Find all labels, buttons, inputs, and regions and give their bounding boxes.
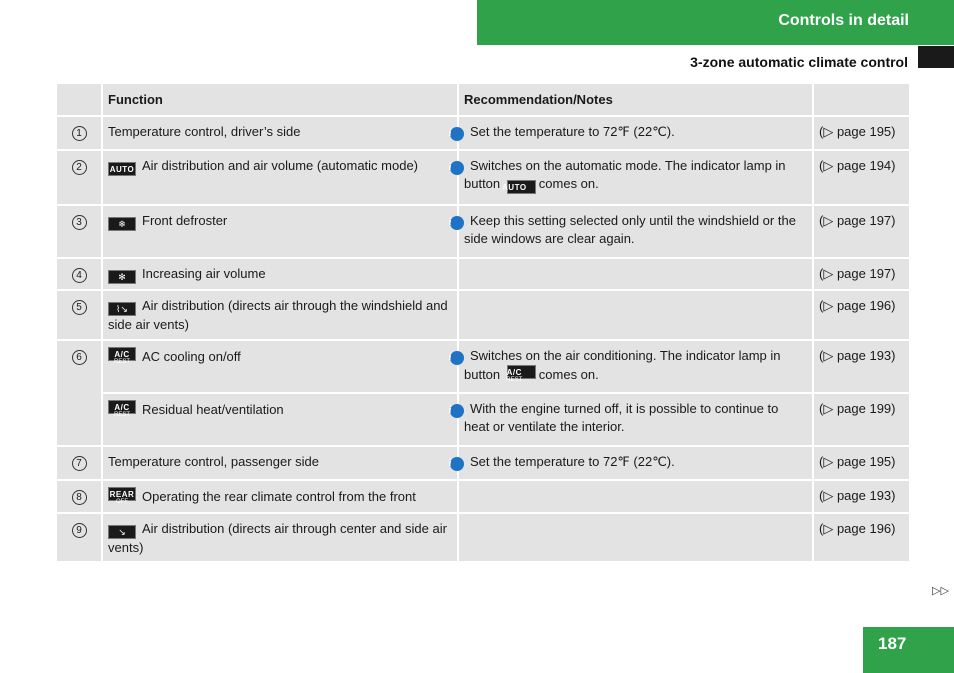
- page-reference[interactable]: (▷ page 197): [819, 213, 896, 228]
- empty-note-cell: [458, 480, 813, 513]
- note-text: Set the temperature to 72℉ (22℃).: [470, 124, 675, 139]
- note-text: Set the temperature to 72℉ (22℃).: [470, 454, 675, 469]
- table-row: [56, 205, 910, 258]
- page-reference[interactable]: (▷ page 193): [819, 488, 896, 503]
- page-reference[interactable]: (▷ page 197): [819, 266, 896, 281]
- table-row: [56, 513, 910, 562]
- function-text: Temperature control, passenger side: [108, 454, 320, 469]
- page-reference[interactable]: (▷ page 195): [819, 454, 896, 469]
- page-reference[interactable]: (▷ page 193): [819, 348, 896, 363]
- note-text-end: comes on.: [538, 176, 599, 191]
- continued-arrow-icon: ▷▷: [932, 585, 949, 597]
- section-title: Controls in detail: [778, 12, 909, 29]
- info-icon: i: [450, 161, 464, 175]
- function-text: AC cooling on/off: [142, 349, 241, 364]
- page-reference[interactable]: (▷ page 199): [819, 401, 896, 416]
- auto-button-icon: AUTO: [108, 162, 136, 176]
- defroster-icon: ❄: [108, 217, 136, 231]
- note-text: Keep this setting selected only until the windshield or the side windows are clear again.: [464, 213, 796, 246]
- table-row: [56, 340, 910, 393]
- function-text: Air distribution and air volume (automatic mode): [142, 158, 419, 173]
- empty-note-cell: [458, 513, 813, 562]
- page-number-box: [863, 627, 954, 673]
- ac-button-icon: A/C REST: [108, 347, 136, 361]
- function-text: Air distribution (directs air through center and side air vents): [108, 521, 447, 555]
- function-text: Increasing air volume: [142, 266, 266, 281]
- page-reference[interactable]: (▷ page 196): [819, 521, 896, 536]
- ac-button-icon: A/C REST: [507, 365, 536, 379]
- info-icon: i: [450, 216, 464, 230]
- climate-control-table: [55, 82, 911, 563]
- col-header-reference: [813, 83, 910, 116]
- function-text: Front defroster: [142, 213, 228, 228]
- table-row: [56, 290, 910, 340]
- item-number: 7: [72, 456, 87, 471]
- note-text: Switches on the air conditioning. The indicator lamp in button: [464, 348, 781, 382]
- col-header-notes: Recommendation/Notes: [458, 83, 813, 116]
- col-header-function: Function: [102, 83, 458, 116]
- table-row: [56, 150, 910, 205]
- page-number: 187: [878, 634, 907, 653]
- page-reference[interactable]: (▷ page 196): [819, 298, 896, 313]
- ac-button-icon: A/C REST: [108, 400, 136, 414]
- page-reference[interactable]: (▷ page 195): [819, 124, 896, 139]
- item-number: 6: [72, 350, 87, 365]
- info-icon: i: [450, 351, 464, 365]
- item-number: 2: [72, 160, 87, 175]
- info-icon: i: [450, 457, 464, 471]
- note-text-end: comes on.: [538, 367, 599, 382]
- subtitle-marker: [918, 46, 954, 68]
- rear-off-button-icon: REAR OFF: [108, 487, 136, 501]
- info-icon: i: [450, 127, 464, 141]
- item-number: 1: [72, 126, 87, 141]
- function-text: Air distribution (directs air through the windshield and side air vents): [108, 298, 448, 332]
- table-header-row: [56, 83, 910, 116]
- info-icon: i: [450, 404, 464, 418]
- item-number: 4: [72, 268, 87, 283]
- function-text: Temperature control, driver’s side: [108, 124, 301, 139]
- empty-note-cell: [458, 290, 813, 340]
- item-number: 8: [72, 490, 87, 505]
- side-vent-icon: ↘: [108, 525, 136, 539]
- note-text: Switches on the automatic mode. The indicator lamp in button: [464, 158, 786, 191]
- function-text: Operating the rear climate control from the front: [142, 489, 416, 504]
- table-row: [56, 116, 910, 150]
- section-header-bar: [477, 0, 954, 45]
- function-text: Residual heat/ventilation: [142, 402, 284, 417]
- item-number: 5: [72, 300, 87, 315]
- page-subtitle: 3-zone automatic climate control: [690, 54, 908, 70]
- item-number: 9: [72, 523, 87, 538]
- table-row: [56, 480, 910, 513]
- auto-button-icon: AUTO: [507, 180, 536, 194]
- table-row: [56, 393, 910, 446]
- fan-icon: ✻: [108, 270, 136, 284]
- empty-note-cell: [458, 258, 813, 290]
- col-header-number: [56, 83, 102, 116]
- note-text: With the engine turned off, it is possible to continue to heat or ventilate the interior.: [464, 401, 779, 434]
- table-row: [56, 446, 910, 480]
- table-row: [56, 258, 910, 290]
- page-reference[interactable]: (▷ page 194): [819, 158, 896, 173]
- item-number: 3: [72, 215, 87, 230]
- windshield-vent-icon: ⌇↘: [108, 302, 136, 316]
